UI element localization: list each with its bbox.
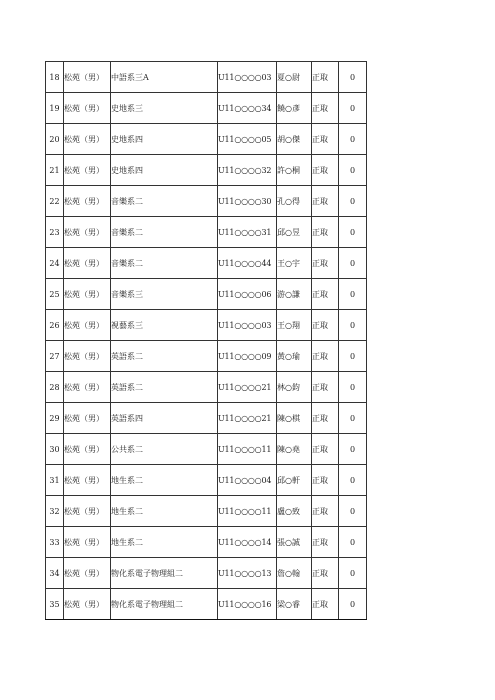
row-number: 21: [46, 155, 64, 186]
count-cell: 0: [339, 93, 367, 124]
table-row: [46, 372, 367, 403]
department-cell: 英語系二: [111, 372, 218, 403]
row-number: 35: [46, 589, 64, 620]
count-cell: 0: [339, 217, 367, 248]
student-id-cell: U11○○○○11: [218, 496, 277, 527]
dorm-cell: 松苑（男）: [64, 341, 111, 372]
table-row: [46, 465, 367, 496]
table-row: [46, 248, 367, 279]
student-id-cell: U11○○○○13: [218, 558, 277, 589]
dorm-cell: 松苑（男）: [64, 155, 111, 186]
admission-status-cell: 正取: [312, 186, 339, 217]
student-name-cell: 梁○睿: [277, 589, 312, 620]
student-id-cell: U11○○○○06: [218, 279, 277, 310]
row-number: 18: [46, 62, 64, 93]
student-name-cell: 黃○瑜: [277, 341, 312, 372]
student-id-cell: U11○○○○11: [218, 434, 277, 465]
department-cell: 地生系二: [111, 496, 218, 527]
department-cell: 地生系二: [111, 527, 218, 558]
student-id-cell: U11○○○○31: [218, 217, 277, 248]
department-cell: 公共系二: [111, 434, 218, 465]
department-cell: 英語系四: [111, 403, 218, 434]
count-cell: 0: [339, 186, 367, 217]
department-cell: 史地系三: [111, 93, 218, 124]
student-name-cell: 饒○彥: [277, 93, 312, 124]
count-cell: 0: [339, 496, 367, 527]
admission-status-cell: 正取: [312, 93, 339, 124]
count-cell: 0: [339, 62, 367, 93]
student-name-cell: 游○謙: [277, 279, 312, 310]
count-cell: 0: [339, 372, 367, 403]
student-name-cell: 盧○致: [277, 496, 312, 527]
student-name-cell: 孔○得: [277, 186, 312, 217]
dorm-cell: 松苑（男）: [64, 496, 111, 527]
row-number: 29: [46, 403, 64, 434]
row-number: 28: [46, 372, 64, 403]
dorm-cell: 松苑（男）: [64, 310, 111, 341]
count-cell: 0: [339, 465, 367, 496]
department-cell: 音樂系三: [111, 279, 218, 310]
student-id-cell: U11○○○○30: [218, 186, 277, 217]
row-number: 34: [46, 558, 64, 589]
department-cell: 視藝系三: [111, 310, 218, 341]
admission-status-cell: 正取: [312, 62, 339, 93]
table-row: [46, 93, 367, 124]
department-cell: 英語系二: [111, 341, 218, 372]
student-id-cell: U11○○○○21: [218, 372, 277, 403]
row-number: 32: [46, 496, 64, 527]
student-name-cell: 王○翔: [277, 310, 312, 341]
dorm-cell: 松苑（男）: [64, 279, 111, 310]
count-cell: 0: [339, 434, 367, 465]
department-cell: 地生系二: [111, 465, 218, 496]
dorm-cell: 松苑（男）: [64, 93, 111, 124]
row-number: 23: [46, 217, 64, 248]
admission-status-cell: 正取: [312, 527, 339, 558]
admission-status-cell: 正取: [312, 248, 339, 279]
table-row: [46, 310, 367, 341]
admission-status-cell: 正取: [312, 124, 339, 155]
roster-body: [46, 62, 367, 620]
student-name-cell: 陳○棋: [277, 403, 312, 434]
student-id-cell: U11○○○○04: [218, 465, 277, 496]
table-row: [46, 155, 367, 186]
department-cell: 物化系電子物理組二: [111, 558, 218, 589]
student-name-cell: 邱○昱: [277, 217, 312, 248]
table-row: [46, 186, 367, 217]
student-id-cell: U11○○○○34: [218, 93, 277, 124]
count-cell: 0: [339, 589, 367, 620]
dorm-cell: 松苑（男）: [64, 62, 111, 93]
table-row: [46, 434, 367, 465]
student-name-cell: 陳○堯: [277, 434, 312, 465]
count-cell: 0: [339, 341, 367, 372]
student-id-cell: U11○○○○03: [218, 62, 277, 93]
admission-status-cell: 正取: [312, 465, 339, 496]
row-number: 22: [46, 186, 64, 217]
table-row: [46, 124, 367, 155]
student-name-cell: 詹○翰: [277, 558, 312, 589]
department-cell: 音樂系二: [111, 186, 218, 217]
count-cell: 0: [339, 558, 367, 589]
table-row: [46, 62, 367, 93]
count-cell: 0: [339, 403, 367, 434]
department-cell: 史地系四: [111, 124, 218, 155]
department-cell: 史地系四: [111, 155, 218, 186]
dorm-cell: 松苑（男）: [64, 217, 111, 248]
student-name-cell: 王○宇: [277, 248, 312, 279]
count-cell: 0: [339, 124, 367, 155]
dorm-cell: 松苑（男）: [64, 465, 111, 496]
dorm-cell: 松苑（男）: [64, 527, 111, 558]
student-id-cell: U11○○○○32: [218, 155, 277, 186]
student-name-cell: 胡○傑: [277, 124, 312, 155]
dorm-cell: 松苑（男）: [64, 186, 111, 217]
table-row: [46, 217, 367, 248]
table-row: [46, 403, 367, 434]
admission-status-cell: 正取: [312, 310, 339, 341]
table-row: [46, 341, 367, 372]
table-row: [46, 589, 367, 620]
dorm-cell: 松苑（男）: [64, 589, 111, 620]
row-number: 31: [46, 465, 64, 496]
department-cell: 中語系三A: [111, 62, 218, 93]
dorm-cell: 松苑（男）: [64, 124, 111, 155]
row-number: 30: [46, 434, 64, 465]
dorm-cell: 松苑（男）: [64, 434, 111, 465]
row-number: 24: [46, 248, 64, 279]
row-number: 20: [46, 124, 64, 155]
student-name-cell: 邱○軒: [277, 465, 312, 496]
student-name-cell: 張○誠: [277, 527, 312, 558]
student-id-cell: U11○○○○03: [218, 310, 277, 341]
table-row: [46, 527, 367, 558]
department-cell: 音樂系二: [111, 217, 218, 248]
student-id-cell: U11○○○○44: [218, 248, 277, 279]
student-name-cell: 許○桐: [277, 155, 312, 186]
student-id-cell: U11○○○○16: [218, 589, 277, 620]
count-cell: 0: [339, 248, 367, 279]
row-number: 25: [46, 279, 64, 310]
dorm-cell: 松苑（男）: [64, 372, 111, 403]
department-cell: 音樂系二: [111, 248, 218, 279]
admission-status-cell: 正取: [312, 434, 339, 465]
student-id-cell: U11○○○○05: [218, 124, 277, 155]
row-number: 19: [46, 93, 64, 124]
admission-status-cell: 正取: [312, 279, 339, 310]
table-row: [46, 558, 367, 589]
admission-status-cell: 正取: [312, 155, 339, 186]
table-row: [46, 496, 367, 527]
department-cell: 物化系電子物理組二: [111, 589, 218, 620]
count-cell: 0: [339, 155, 367, 186]
table-row: [46, 279, 367, 310]
admission-status-cell: 正取: [312, 589, 339, 620]
student-name-cell: 夏○尉: [277, 62, 312, 93]
admission-status-cell: 正取: [312, 372, 339, 403]
student-id-cell: U11○○○○14: [218, 527, 277, 558]
dorm-cell: 松苑（男）: [64, 558, 111, 589]
count-cell: 0: [339, 310, 367, 341]
count-cell: 0: [339, 279, 367, 310]
admission-status-cell: 正取: [312, 558, 339, 589]
student-id-cell: U11○○○○09: [218, 341, 277, 372]
admission-status-cell: 正取: [312, 217, 339, 248]
dorm-roster-table: [45, 61, 367, 620]
admission-status-cell: 正取: [312, 403, 339, 434]
dorm-cell: 松苑（男）: [64, 403, 111, 434]
student-name-cell: 林○鈞: [277, 372, 312, 403]
admission-status-cell: 正取: [312, 341, 339, 372]
admission-status-cell: 正取: [312, 496, 339, 527]
row-number: 26: [46, 310, 64, 341]
count-cell: 0: [339, 527, 367, 558]
student-id-cell: U11○○○○21: [218, 403, 277, 434]
row-number: 33: [46, 527, 64, 558]
dorm-cell: 松苑（男）: [64, 248, 111, 279]
row-number: 27: [46, 341, 64, 372]
